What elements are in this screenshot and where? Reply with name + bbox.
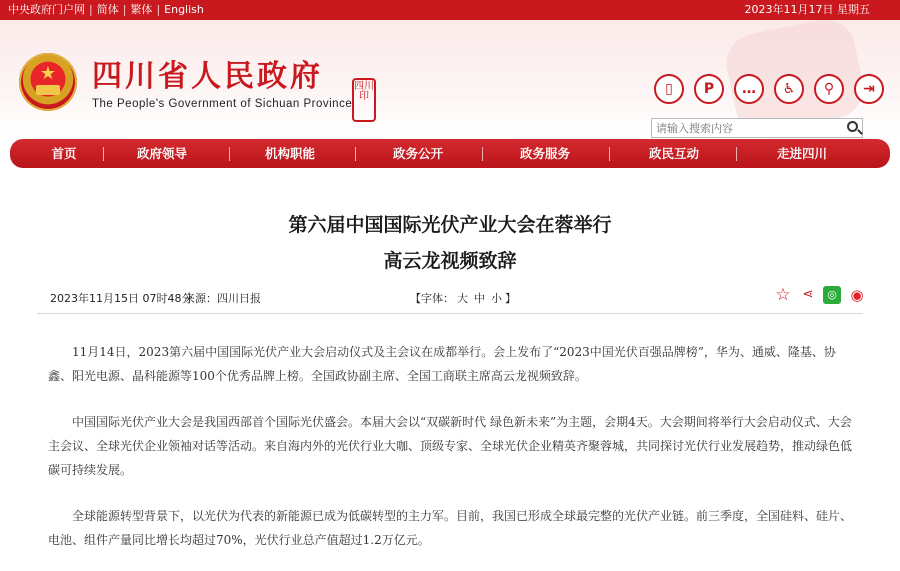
link-central-gov[interactable]: 中央政府门户网 bbox=[8, 3, 85, 16]
star-icon[interactable]: ☆ bbox=[775, 285, 791, 305]
font-size-medium[interactable]: 中 bbox=[474, 292, 485, 305]
article-paragraph: 中国国际光伏产业大会是我国西部首个国际光伏盛会。本届大会以“双碳新时代 绿色新未来”为主题，会期4天。大会期间将举行大会启动仪式、大会主会议、全球光伏企业领袖对话等活动。来自海内外的光伏行业大咖、顶级专家、全球光伏企业精英齐聚蓉城，共同探讨光伏行业发展趋势，推动绿色低碳可持续发展。 bbox=[48, 415, 853, 477]
link-english[interactable]: English bbox=[164, 3, 204, 16]
national-emblem-icon[interactable] bbox=[19, 53, 77, 111]
search-box bbox=[651, 118, 863, 138]
article-paragraph: 全球能源转型背景下，以光伏为代表的新能源已成为低碳转型的主力军。目前，我国已形成全球最完整的光伏产业链。前三季度，全国硅料、硅片、电池、组件产量同比增长均超过70%，光伏行业总产值超过1.2万亿元。 bbox=[48, 509, 853, 547]
share-icon[interactable]: ⋖ bbox=[802, 287, 814, 302]
separator: | bbox=[122, 3, 127, 16]
article-date: 2023年11月15日 07时48分 bbox=[50, 292, 193, 305]
font-size-large[interactable]: 大 bbox=[457, 292, 468, 305]
nav-open-gov[interactable]: 政务公开 bbox=[392, 146, 443, 161]
link-simplified[interactable]: 简体 bbox=[96, 3, 119, 16]
separator: | bbox=[89, 3, 93, 16]
font-size-label: 【字体： bbox=[410, 292, 454, 305]
nav-divider bbox=[482, 147, 483, 161]
top-links bbox=[8, 0, 204, 20]
link-traditional[interactable]: 繁体 bbox=[130, 3, 153, 16]
weibo-icon[interactable]: ◉ bbox=[850, 286, 864, 304]
site-title[interactable]: 四川省人民政府 bbox=[92, 59, 323, 94]
nav-divider bbox=[609, 147, 610, 161]
nav-divider bbox=[355, 147, 356, 161]
message-icon[interactable]: … bbox=[734, 74, 764, 104]
nav-divider bbox=[103, 147, 104, 161]
site-header bbox=[0, 20, 900, 138]
nav-services[interactable]: 政务服务 bbox=[519, 146, 570, 161]
current-date: 2023年11月17日 星期五 bbox=[744, 3, 870, 16]
font-size-small[interactable]: 小 bbox=[491, 292, 502, 305]
wechat-icon[interactable]: ◎ bbox=[823, 286, 841, 304]
tiananmen-icon bbox=[36, 85, 60, 95]
exit-icon[interactable]: ⇥ bbox=[854, 74, 884, 104]
font-size-close: 】 bbox=[505, 292, 516, 305]
top-bar bbox=[0, 0, 900, 20]
sichuan-seal-logo: 四川 印 bbox=[352, 78, 376, 122]
main-nav bbox=[10, 139, 890, 168]
article-paragraph: 11月14日，2023第六届中国国际光伏产业大会启动仪式及主会议在成都举行。会上发布了“2023中国光伏百强品牌榜”，华为、通威、隆基、协鑫、阳光电源、晶科能源等100个优秀品牌上榜。全国政协副主席、全国工商联主席高云龙视频致辞。 bbox=[48, 345, 836, 383]
pinterest-icon[interactable]: P bbox=[694, 74, 724, 104]
elderly-care-icon[interactable]: ⚲ bbox=[814, 74, 844, 104]
search-input[interactable] bbox=[652, 119, 837, 137]
site-subtitle: The People's Government of Sichuan Province bbox=[92, 98, 353, 110]
search-icon[interactable] bbox=[847, 121, 858, 132]
article-subtitle: 高云龙视频致辞 bbox=[383, 250, 517, 272]
article-title: 第六届中国国际光伏产业大会在蓉举行 bbox=[288, 214, 612, 236]
star-icon: ★ bbox=[39, 63, 57, 84]
font-size-control bbox=[410, 290, 516, 306]
nav-divider bbox=[736, 147, 737, 161]
nav-about-sichuan[interactable]: 走进四川 bbox=[776, 146, 827, 161]
nav-divider bbox=[229, 147, 230, 161]
nav-home[interactable]: 首页 bbox=[51, 146, 77, 161]
service-hall-icon[interactable]: ▯ bbox=[654, 74, 684, 104]
nav-leaders[interactable]: 政府领导 bbox=[136, 146, 187, 161]
divider bbox=[37, 313, 863, 314]
nav-functions[interactable]: 机构职能 bbox=[264, 146, 315, 161]
article-source: 来源：四川日报 bbox=[184, 292, 261, 305]
accessibility-icon[interactable]: ♿ bbox=[774, 74, 804, 104]
nav-interaction[interactable]: 政民互动 bbox=[648, 146, 699, 161]
separator: | bbox=[156, 3, 161, 16]
